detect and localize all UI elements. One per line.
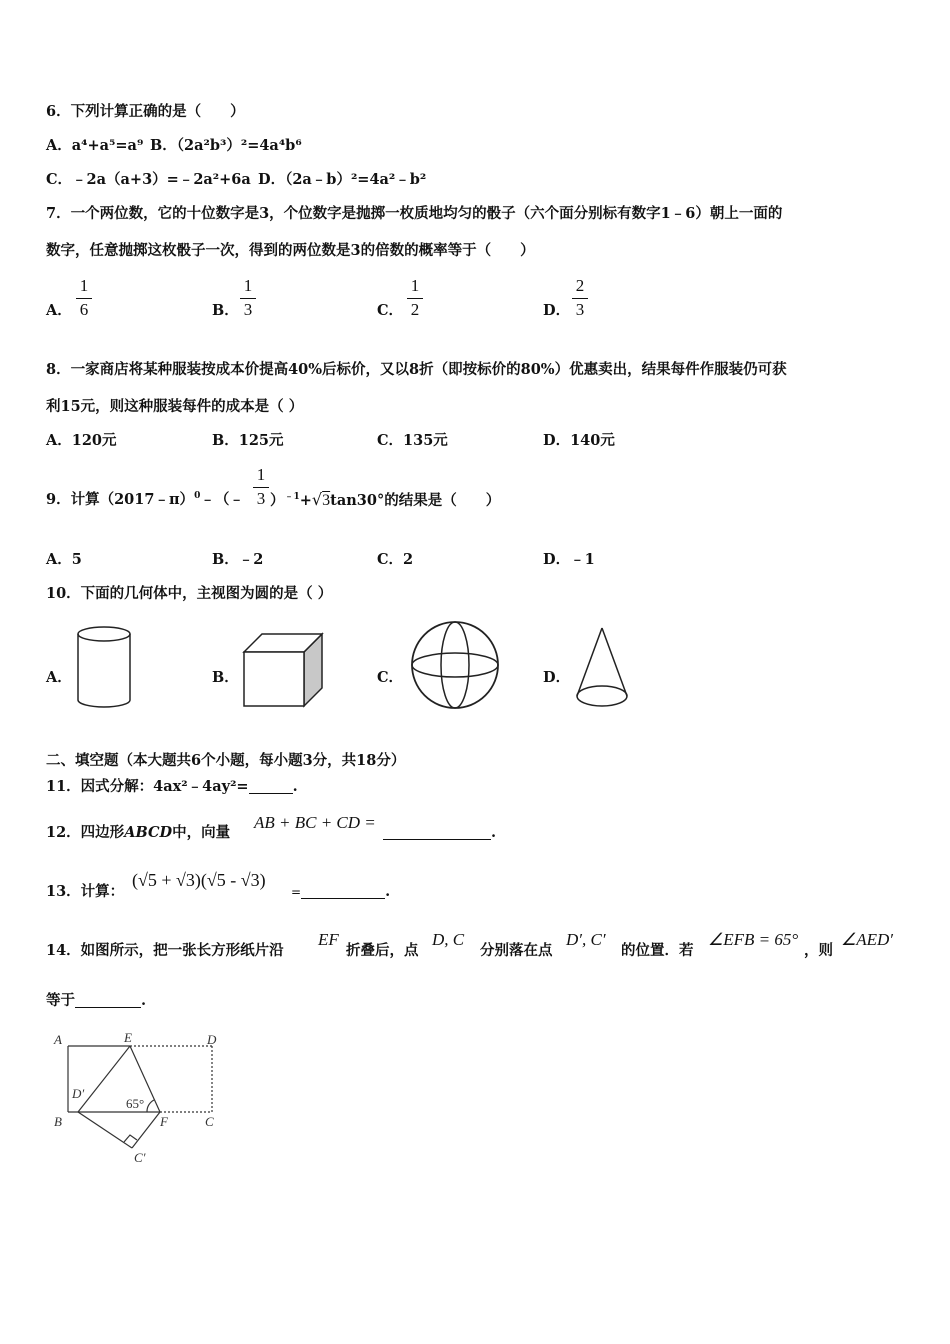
q9-fraction-denominator: 3 — [256, 489, 266, 508]
q7-stem-line2: 数字，任意抛掷这枚骰子一次，得到的两位数是3的倍数的概率等于（ ） — [46, 242, 535, 259]
fig-segment-dprime-cprime — [78, 1112, 132, 1148]
q9-stem-prefix — [46, 491, 244, 509]
q11-answer-blank[interactable] — [249, 793, 293, 794]
fig-label-angle: 65° — [126, 1096, 145, 1111]
q7-b-denominator: 3 — [243, 300, 253, 319]
q6-b-label: B． — [150, 137, 177, 154]
q14-line2 — [46, 992, 146, 1010]
q6-option-b — [150, 137, 302, 155]
fig-label-f: F — [160, 1114, 168, 1129]
fig-label-d: D — [207, 1032, 217, 1047]
q10-option-d-label: D． — [543, 669, 571, 686]
q9-stem-suffix — [270, 491, 500, 510]
q7-d-fraction — [572, 277, 588, 319]
fig-label-a: A — [54, 1032, 62, 1047]
q7-a-denominator: 6 — [79, 300, 89, 319]
q14-angle-aed: ∠AED′ — [841, 930, 894, 949]
cylinder-shape-icon — [76, 626, 136, 710]
q7-b-label: B． — [212, 302, 239, 319]
q14-dc-prime: D′, C′ — [566, 930, 606, 949]
q6-c-label: C． — [46, 171, 73, 188]
q12-line — [46, 824, 230, 842]
fig-right-angle-mark — [124, 1135, 137, 1142]
q7-b-fraction — [240, 277, 256, 319]
q14-line2-text: 等于 — [46, 992, 75, 1009]
q6-b-text: （2a²b³）²=4a⁴b⁶ — [176, 137, 302, 154]
q14-angle-efb: ∠EFB = 65° — [708, 930, 799, 949]
fig-label-e: E — [124, 1030, 132, 1045]
q7-c-label: C． — [377, 302, 404, 319]
q9-exponent-zero: 0 — [194, 491, 201, 501]
q9-fraction-numerator: 1 — [256, 465, 266, 484]
q6-option-c — [46, 171, 251, 189]
q9-option-d: D．﹣1 — [543, 551, 595, 568]
q9-exponent-neg1: ﹣1 — [284, 492, 300, 502]
section2-title: 二、填空题（本大题共6个小题，每小题3分，共18分） — [46, 752, 406, 769]
q11-end: . — [292, 778, 298, 795]
q7-d-numerator: 2 — [575, 276, 585, 295]
q12-abcd: ABCD — [124, 824, 173, 841]
q14-ef: EF — [318, 930, 339, 949]
q7-c-denominator: 2 — [410, 300, 420, 319]
q9-sqrt-radicand: 3 — [322, 492, 331, 509]
q14-mid2: 分别落在点 — [480, 942, 553, 959]
q9-option-a: A．5 — [46, 551, 82, 568]
fig-segment-ed-prime — [78, 1046, 130, 1112]
q8-option-d: D．140元 — [543, 432, 615, 449]
q12-answer-area — [383, 824, 496, 842]
q14-end: . — [141, 992, 147, 1009]
q7-a-label: A． — [46, 302, 72, 319]
q14-answer-blank[interactable] — [75, 1007, 141, 1008]
q6-d-label: D． — [258, 171, 286, 188]
q9-prefix-text: 9．计算（2017﹣π） — [46, 491, 195, 508]
fig-angle-arc — [147, 1100, 154, 1112]
q12-answer-blank[interactable] — [383, 839, 491, 840]
q9-fraction — [253, 466, 269, 508]
fig-label-c-prime: C′ — [134, 1150, 146, 1165]
q13-answer-blank[interactable] — [301, 898, 385, 899]
q9-suffix-text: tan30°的结果是（ ） — [330, 492, 501, 509]
q6-a-label: A． — [46, 137, 72, 154]
q8-option-c: C．135元 — [377, 432, 448, 449]
q9-option-c: C．2 — [377, 551, 414, 568]
q13-prefix: 13．计算： — [46, 883, 125, 900]
q13-end: . — [385, 883, 391, 900]
q11-line — [46, 778, 298, 796]
q14-mid4: ，则 — [804, 942, 833, 959]
q9-plus: + — [299, 492, 312, 509]
q7-stem-line1: 7．一个两位数，它的十位数字是3，个位数字是抛掷一枚质地均匀的骰子（六个面分别标有数字1﹣6）朝上一面的 — [46, 205, 783, 222]
q8-option-b: B．125元 — [212, 432, 284, 449]
q14-dc: D, C — [432, 930, 465, 949]
q10-option-c-label: C． — [377, 669, 404, 686]
fig-label-d-prime: D′ — [72, 1086, 85, 1101]
q14-mid3: 的位置．若 — [621, 942, 694, 959]
q7-c-numerator: 1 — [410, 276, 420, 295]
cone-shape-icon — [573, 626, 633, 712]
q6-a-text: a⁴+a⁵=a⁹ — [71, 137, 144, 154]
fig-segment-cprime-f — [132, 1112, 160, 1148]
q7-d-label: D． — [543, 302, 571, 319]
q14-prefix: 14．如图所示，把一张长方形纸片沿 — [46, 942, 284, 959]
q7-d-denominator: 3 — [575, 300, 585, 319]
q7-b-numerator: 1 — [243, 276, 253, 295]
q7-a-fraction — [76, 277, 92, 319]
q7-c-fraction — [407, 277, 423, 319]
q6-option-d — [258, 171, 426, 189]
fig-label-c: C — [205, 1114, 214, 1129]
q14-fold-figure — [50, 1028, 230, 1168]
q8-stem-line1: 8．一家商店将某种服装按成本价提高40%后标价，又以8折（即按标价的80%）优惠卖出，结果每件作服装仍可获 — [46, 361, 787, 378]
q13-answer-area — [291, 883, 390, 901]
sphere-shape-icon — [408, 620, 502, 710]
q9-sqrt-icon: √ — [311, 490, 323, 509]
q12-end: . — [491, 824, 497, 841]
q12-vector-expression: AB + BC + CD = — [254, 813, 376, 832]
q12-middle: 中，向量 — [172, 824, 231, 841]
q6-d-text: （2a﹣b）²=4a²﹣b² — [285, 171, 427, 188]
q9-option-b: B．﹣2 — [212, 551, 264, 568]
q6-stem: 6．下列计算正确的是（ ） — [46, 103, 245, 120]
q11-text: 11．因式分解：4ax²﹣4ay²= — [46, 778, 249, 795]
q12-prefix: 12．四边形 — [46, 824, 125, 841]
q9-close-paren: ） — [270, 492, 285, 509]
q10-option-a-label: A． — [46, 669, 72, 686]
q13-equals: = — [291, 885, 302, 899]
q10-stem: 10．下面的几何体中，主视图为圆的是（ ） — [46, 585, 333, 602]
q7-a-numerator: 1 — [79, 276, 89, 295]
q10-option-b-label: B． — [212, 669, 239, 686]
q8-option-a: A．120元 — [46, 432, 117, 449]
q8-stem-line2: 利15元，则这种服装每件的成本是（ ） — [46, 398, 304, 415]
q9-minus-paren: ﹣（﹣ — [200, 491, 244, 508]
q13-expression: (√5 + √3)(√5 - √3) — [132, 870, 266, 890]
q6-option-a — [46, 137, 143, 155]
cube-shape-icon — [242, 634, 326, 710]
fig-label-b: B — [54, 1114, 62, 1129]
q6-c-text: ﹣2a（a+3）=﹣2a²+6a — [72, 171, 251, 188]
q14-mid1: 折叠后，点 — [346, 942, 419, 959]
